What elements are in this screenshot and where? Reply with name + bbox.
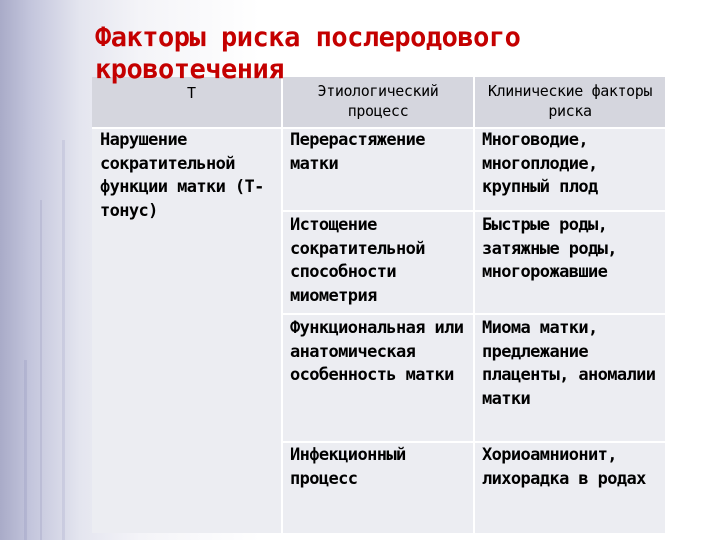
decorative-stripe	[24, 360, 27, 540]
risk-cell: Хориоамнионит, лихорадка в родах	[482, 445, 646, 489]
factor-cell: Нарушение сократительной функции матки (Т-тонус)	[100, 130, 264, 221]
risk-cell: Миома матки, предлежание плаценты, аномалии матки	[482, 318, 656, 409]
decorative-stripe	[62, 140, 65, 540]
row-divider	[283, 210, 665, 212]
risk-cell: Быстрые роды, затяжные роды, многорожавшие	[482, 215, 617, 282]
process-cell: Функциональная или анатомическая особенность матки	[290, 318, 464, 385]
column-divider	[281, 77, 283, 533]
slide-title: Факторы риска послеродового кровотечения	[95, 22, 521, 85]
risk-cell: Многоводие, многоплодие, крупный плод	[482, 130, 598, 197]
column-divider	[473, 77, 475, 533]
header-clinical-risk: Клинические факторы риска	[488, 82, 652, 120]
process-cell: Истощение сократительной способности миометрия	[290, 215, 425, 306]
table-grid	[92, 77, 665, 533]
decorative-stripe	[40, 200, 42, 540]
process-cell: Перерастяжение матки	[290, 130, 425, 174]
risk-factors-table	[92, 77, 665, 533]
process-cell: Инфекционный процесс	[290, 445, 406, 489]
header-etiology: Этиологический процесс	[317, 82, 439, 120]
row-divider	[283, 313, 665, 315]
row-divider	[283, 441, 665, 443]
